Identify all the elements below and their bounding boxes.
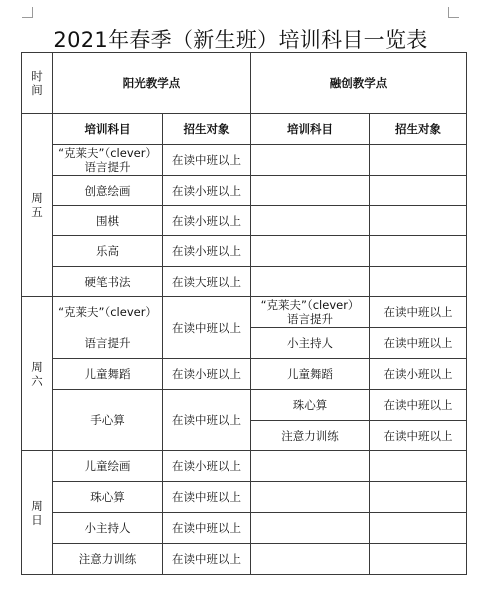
table-row [22,176,467,206]
table-row [22,145,467,176]
empty-cell [251,267,370,297]
target-cell: 在读大班以上 [163,267,251,297]
target-cell: 在读中班以上 [163,513,251,544]
day-sunday-char-2: 日 [31,512,43,527]
target-cell: 在读中班以上 [163,145,251,176]
target-cell: 在读中班以上 [163,297,251,359]
course-line: 语言提升 [84,160,131,174]
site-a-course-col-header: 培训科目 [53,114,163,145]
page-corner-mark-left [22,7,33,18]
header-row [22,53,467,114]
schedule-table [21,52,467,575]
empty-cell [370,176,467,206]
table-row [22,451,467,482]
empty-cell [251,236,370,267]
target-cell: 在读小班以上 [163,206,251,236]
subheader-row [22,114,467,145]
course-cell: 儿童绘画 [53,451,163,482]
day-saturday-char-2: 六 [31,373,43,388]
document-title: 2021年春季（新生班）培训科目一览表 [53,28,428,52]
empty-cell [370,451,467,482]
target-cell: 在读小班以上 [163,359,251,390]
table-row [22,359,467,390]
day-cell-sunday [22,451,53,575]
empty-cell [251,513,370,544]
course-cell: 围棋 [53,206,163,236]
time-header-char-2: 间 [31,83,43,97]
course-cell: 儿童舞蹈 [251,359,370,390]
course-cell: 语言提升 [53,328,163,359]
page-corner-mark-right [448,7,459,18]
course-cell: 乐高 [53,236,163,267]
day-saturday-char-1: 周 [31,359,43,374]
table-row [22,236,467,267]
site-a-header: 阳光教学点 [53,53,251,114]
table-row [22,544,467,575]
target-cell: 在读中班以上 [163,482,251,513]
empty-cell [370,482,467,513]
course-line: 语言提升 [287,312,333,326]
course-cell: 小主持人 [251,328,370,359]
course-cell: 珠心算 [53,482,163,513]
course-cell: 注意力训练 [251,421,370,451]
day-cell-saturday [22,297,53,451]
empty-cell [251,145,370,176]
target-cell: 在读小班以上 [163,451,251,482]
time-header-cell [22,53,53,114]
course-line: “克莱夫”（clever） [260,298,360,312]
target-cell: 在读中班以上 [370,328,467,359]
empty-cell [370,236,467,267]
target-cell: 在读小班以上 [163,176,251,206]
course-line: “克莱夫”（clever） [58,146,157,160]
day-friday-char-2: 五 [31,205,43,219]
table-row [22,390,467,421]
empty-cell [370,513,467,544]
empty-cell [251,206,370,236]
course-cell: 珠心算 [251,390,370,421]
empty-cell [251,176,370,206]
target-cell: 在读中班以上 [163,544,251,575]
empty-cell [370,206,467,236]
target-cell: 在读中班以上 [370,421,467,451]
course-cell: 手心算 [53,390,163,451]
table-row [22,206,467,236]
day-cell-friday [22,114,53,297]
empty-cell [251,451,370,482]
table-row [22,267,467,297]
empty-cell [370,267,467,297]
course-cell: 创意绘画 [53,176,163,206]
course-cell: 儿童舞蹈 [53,359,163,390]
course-cell: 硬笔书法 [53,267,163,297]
site-b-header: 融创教学点 [251,53,467,114]
empty-cell [370,145,467,176]
site-a-target-col-header: 招生对象 [163,114,251,145]
time-header-char-1: 时 [31,69,43,83]
empty-cell [251,544,370,575]
target-cell: 在读中班以上 [163,390,251,451]
course-cell: 小主持人 [53,513,163,544]
target-cell: 在读中班以上 [370,390,467,421]
site-b-course-col-header: 培训科目 [251,114,370,145]
course-cell [251,297,370,328]
target-cell: 在读小班以上 [370,359,467,390]
target-cell: 在读中班以上 [370,297,467,328]
empty-cell [370,544,467,575]
site-b-target-col-header: 招生对象 [370,114,467,145]
target-cell: 在读小班以上 [163,236,251,267]
empty-cell [251,482,370,513]
course-cell: 注意力训练 [53,544,163,575]
table-row [22,482,467,513]
course-cell [53,145,163,176]
day-friday-char-1: 周 [31,191,43,205]
table-row [22,513,467,544]
day-sunday-char-1: 周 [31,498,43,513]
course-cell: “克莱夫”（clever） [53,297,163,328]
table-row [22,297,467,328]
